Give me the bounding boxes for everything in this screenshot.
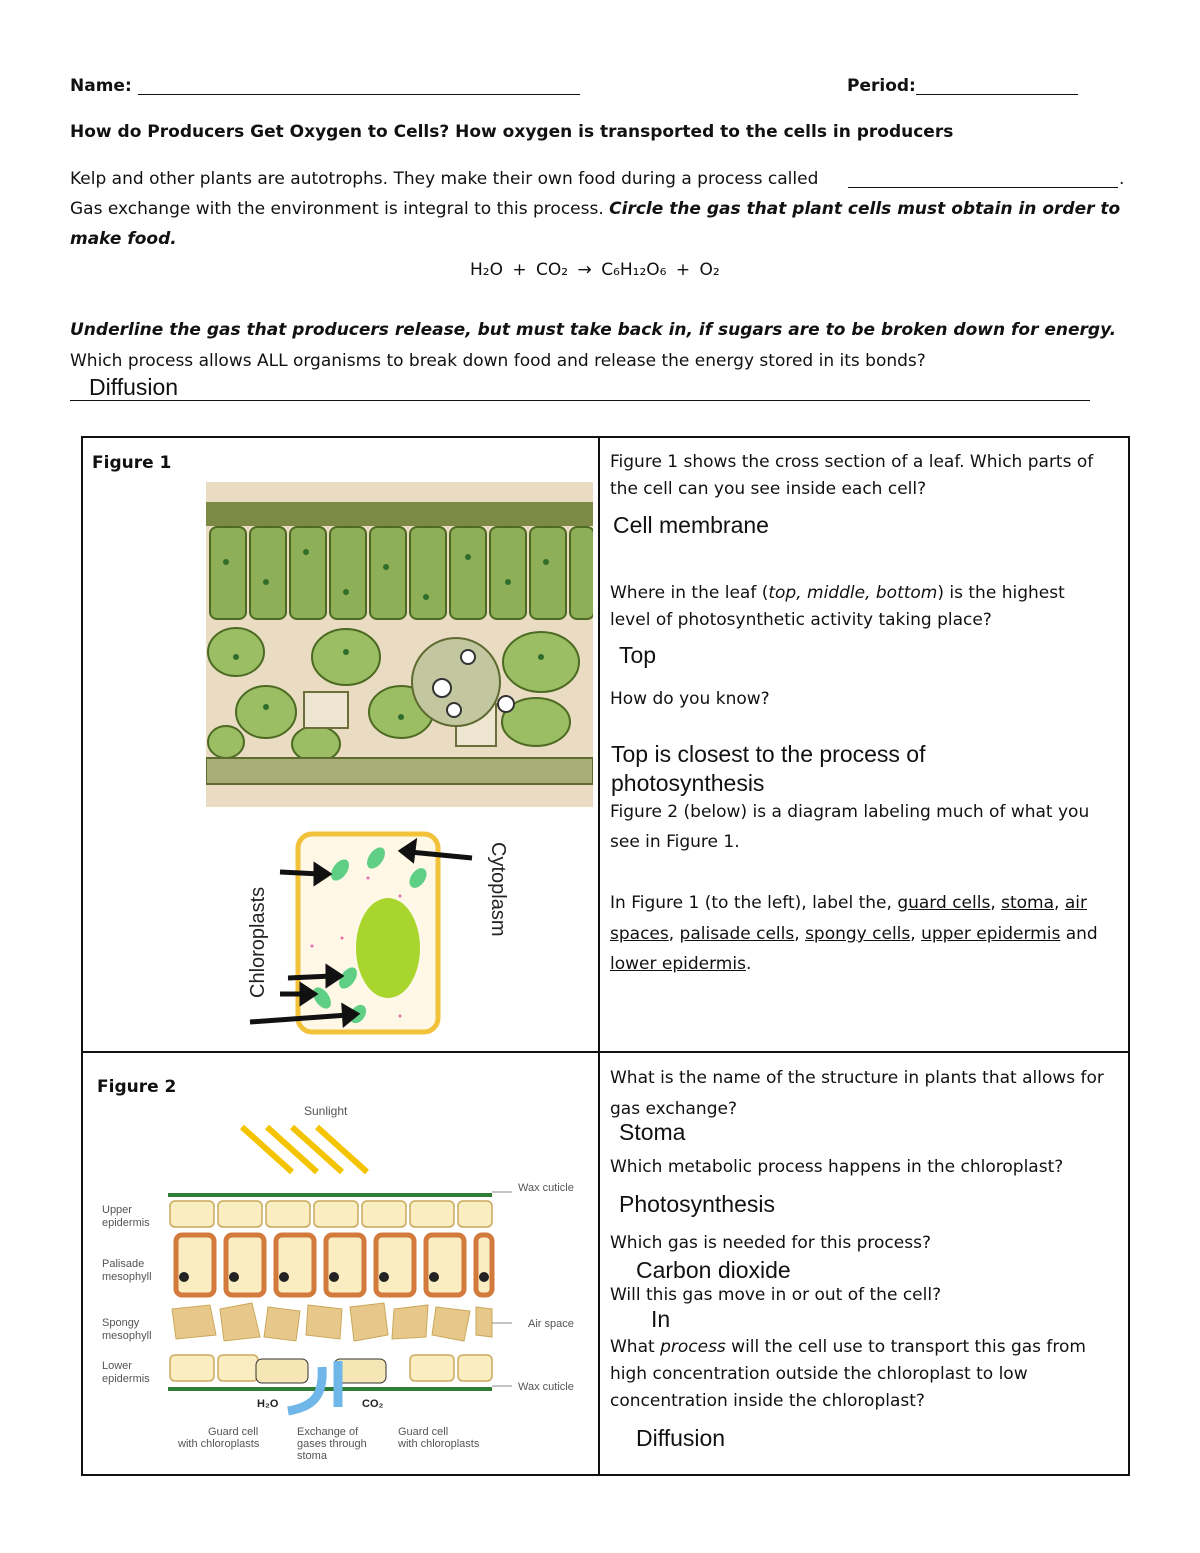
fig1-q5-line3: lower epidermis.	[610, 954, 752, 974]
fig1-q2c: level of photosynthetic activity taking place?	[610, 610, 992, 630]
leaf-structure-diagram	[92, 1097, 592, 1467]
fig2-q1b: gas exchange?	[610, 1099, 737, 1119]
spongy-mesophyll-label: mesophyll	[102, 1330, 152, 1342]
spongy-label: Spongy	[102, 1317, 140, 1329]
upper-label: Upper	[102, 1204, 132, 1216]
h2o-label: H₂O	[257, 1398, 279, 1410]
air-space-label: Air space	[528, 1318, 574, 1330]
guard-cell-right-label-2: with chloroplasts	[398, 1438, 480, 1450]
guard-cell-right-label: Guard cell	[398, 1426, 449, 1438]
upper-epidermis-label: epidermis	[102, 1217, 150, 1229]
lower-epidermis-label: epidermis	[102, 1373, 150, 1385]
cytoplasm-label: Cytoplasm	[487, 842, 509, 937]
fig2-q1a: What is the name of the structure in plants that allows for	[610, 1068, 1104, 1088]
guard-cell-left-label: Guard cell	[208, 1426, 259, 1438]
chloroplasts-label: Chloroplasts	[247, 886, 269, 998]
fig2-a4[interactable]: In	[651, 1306, 671, 1332]
fig1-a2[interactable]: Top	[619, 642, 657, 668]
process-blank[interactable]	[848, 187, 1118, 188]
fig1-q4b: see in Figure 1.	[610, 832, 740, 852]
fig1-a3-line1[interactable]: Top is closest to the process of	[611, 741, 926, 767]
exchange-label-2: gases through	[297, 1438, 367, 1450]
fig1-q3: How do you know?	[610, 689, 770, 709]
fig2-q5d: concentration inside the chloroplast?	[610, 1391, 925, 1411]
sunlight-label: Sunlight	[304, 1104, 348, 1118]
eq-co2[interactable]: CO₂	[536, 260, 569, 280]
page-title: How do Producers Get Oxygen to Cells? How oxygen is transported to the cells in producers	[70, 122, 954, 142]
eq-o2[interactable]: O₂	[699, 260, 720, 280]
eq-h2o[interactable]: H₂O	[470, 260, 503, 280]
figure2-label: Figure 2	[97, 1077, 177, 1097]
name-label: Name:	[70, 76, 132, 96]
plant-cell-diagram	[240, 828, 570, 1038]
fig2-a3[interactable]: Carbon dioxide	[636, 1257, 791, 1283]
lower-label: Lower	[102, 1360, 132, 1372]
fig2-q4: Will this gas move in or out of the cell?	[610, 1285, 942, 1305]
intro-line-1: Kelp and other plants are autotrophs. They make their own food during a process called	[70, 169, 819, 189]
period-field[interactable]	[916, 94, 1078, 95]
exchange-label-3: stoma	[297, 1450, 327, 1462]
wax-cuticle-bottom-label: Wax cuticle	[518, 1381, 574, 1393]
fig2-q5c: high concentration outside the chloroplast to low	[610, 1364, 1028, 1384]
fig1-a3-line2[interactable]: photosynthesis	[611, 770, 765, 796]
guard-cell-left-label-2: with chloroplasts	[178, 1438, 260, 1450]
name-field[interactable]	[138, 94, 580, 95]
leaf-cross-section-image	[206, 482, 593, 807]
table-divider-horizontal	[81, 1051, 1130, 1053]
energy-answer-line	[70, 400, 1090, 401]
table-divider-vertical	[598, 436, 600, 1476]
fig1-q1: Figure 1 shows the cross section of a leaf. Which parts of	[610, 452, 1094, 472]
fig1-q5-line1: In Figure 1 (to the left), label the, guard cells, stoma, air	[610, 893, 1087, 913]
fig1-q1b: the cell can you see inside each cell?	[610, 479, 927, 499]
underline-instruction: Underline the gas that producers release, but must take back in, if sugars are to be broken down for energy.	[70, 320, 1117, 340]
fig2-q5a: What process will the cell use to transport this gas from	[610, 1337, 1086, 1357]
fig2-a5[interactable]: Diffusion	[636, 1425, 726, 1451]
palisade-label: Palisade	[102, 1258, 145, 1270]
fig2-a1[interactable]: Stoma	[619, 1119, 686, 1145]
fig1-q2: Where in the leaf (top, middle, bottom) is the highest	[610, 583, 1065, 603]
period-dot: .	[1119, 169, 1125, 189]
period-label: Period:	[847, 76, 916, 96]
fig1-q4a: Figure 2 (below) is a diagram labeling much of what you	[610, 802, 1090, 822]
wax-cuticle-top-label: Wax cuticle	[518, 1182, 574, 1194]
energy-answer[interactable]: Diffusion	[89, 374, 179, 400]
eq-glucose[interactable]: C₆H₁₂O₆	[601, 260, 667, 280]
palisade-mesophyll-label: mesophyll	[102, 1271, 152, 1283]
fig1-q5-line2: spaces, palisade cells, spongy cells, upper epidermis and	[610, 924, 1098, 944]
co2-label: CO₂	[362, 1398, 384, 1410]
energy-question: Which process allows ALL organisms to break down food and release the energy stored in its bonds?	[70, 351, 926, 371]
fig2-a2[interactable]: Photosynthesis	[619, 1191, 775, 1217]
fig2-q3: Which gas is needed for this process?	[610, 1233, 931, 1253]
intro-line-3: make food.	[70, 229, 177, 249]
intro-line-2: Gas exchange with the environment is integral to this process. Circle the gas that plant cells must obtain in order to	[70, 199, 1121, 219]
equation: H₂O + CO₂ → C₆H₁₂O₆ + O₂	[470, 260, 720, 280]
fig2-q2: Which metabolic process happens in the chloroplast?	[610, 1157, 1064, 1177]
exchange-label-1: Exchange of	[297, 1426, 359, 1438]
fig1-a1[interactable]: Cell membrane	[613, 512, 769, 538]
figure1-label: Figure 1	[92, 453, 172, 473]
